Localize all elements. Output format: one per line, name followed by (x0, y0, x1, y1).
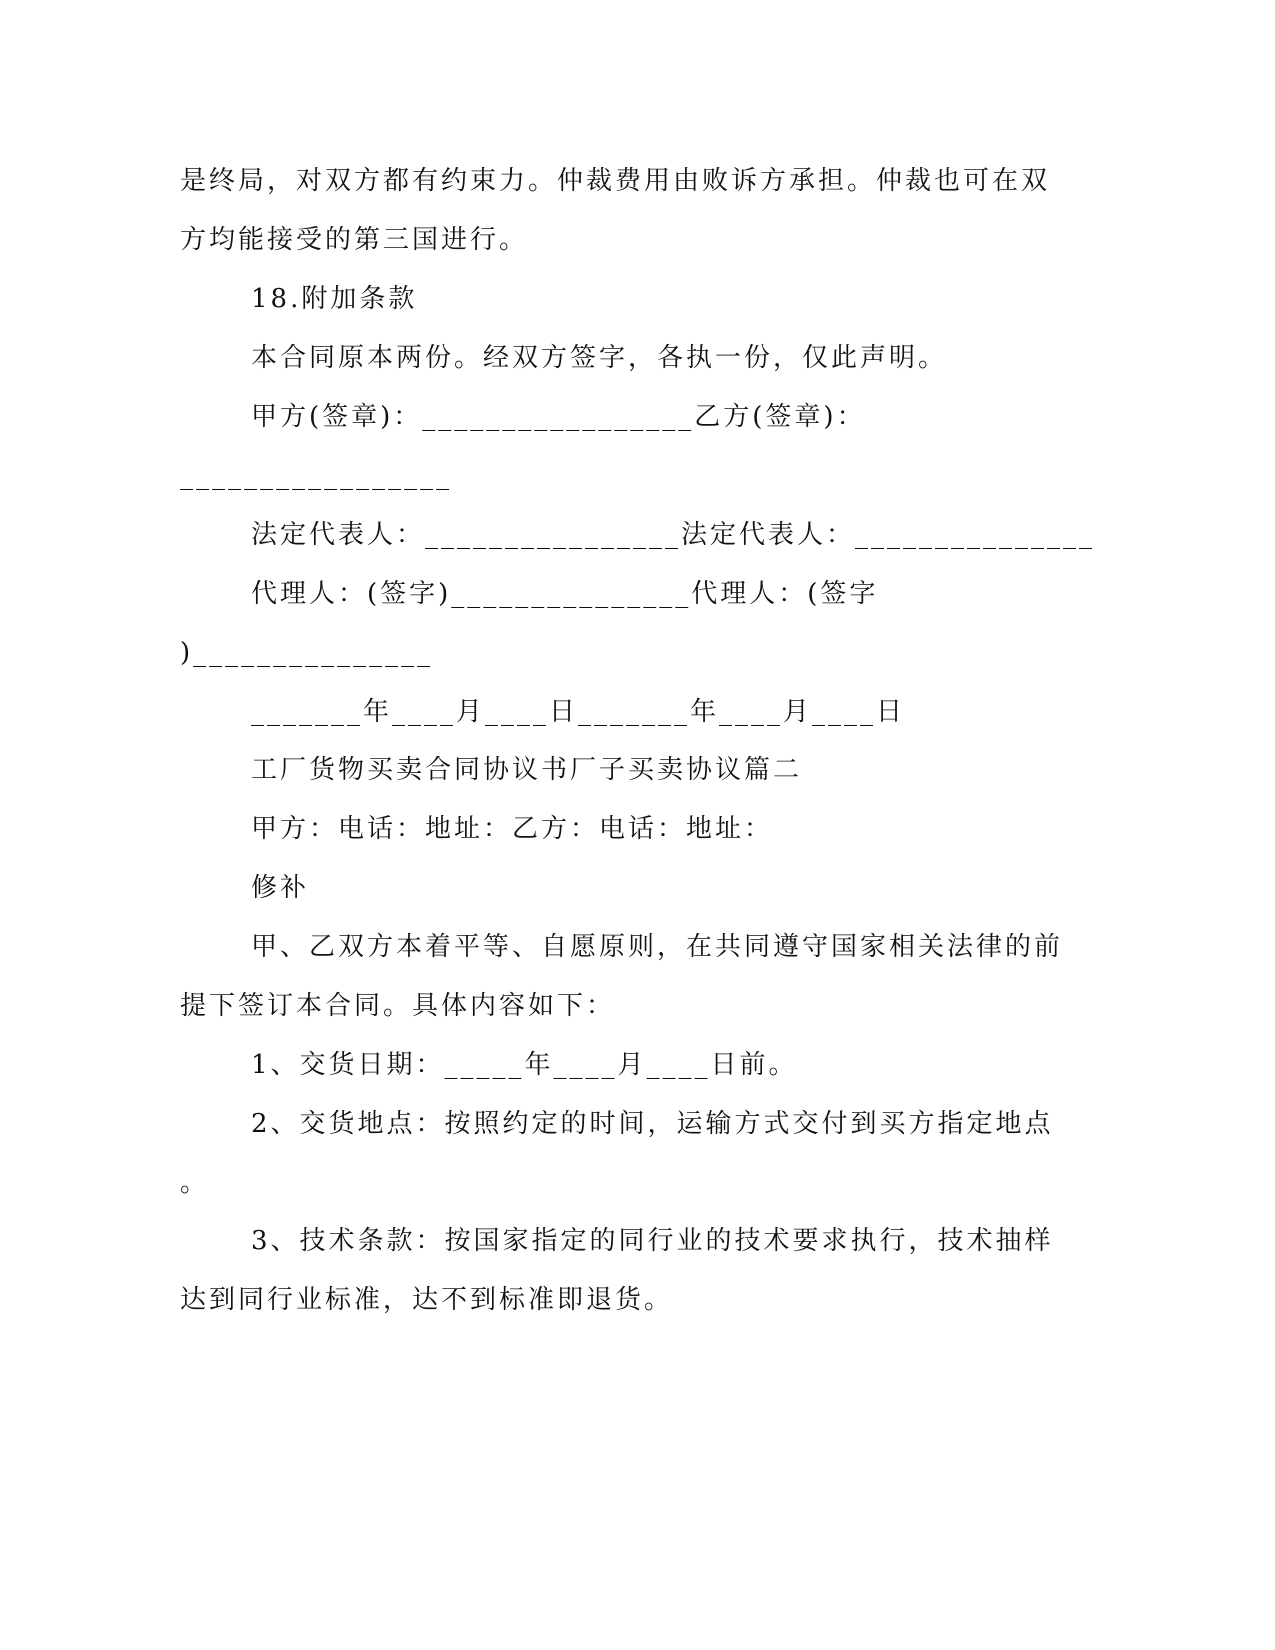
paragraph-line: 方均能接受的第三国进行。 (180, 225, 529, 255)
paragraph-line: 提下签订本合同。具体内容如下： (180, 991, 616, 1021)
signature-line: 法定代表人：________________法定代表人：_______________ (251, 520, 1096, 550)
signature-line: 甲方(签章)：_________________乙方(签章)： (251, 402, 866, 432)
signature-line: 代理人：(签字)_______________代理人：(签字 (251, 579, 879, 609)
clause-line: 1、交货日期：_____年____月____日前。 (251, 1050, 798, 1080)
paragraph-line: 甲、乙双方本着平等、自愿原则，在共同遵守国家相关法律的前 (251, 932, 1064, 962)
paragraph-line: 本合同原本两份。经双方签字，各执一份，仅此声明。 (251, 343, 948, 373)
section-heading: 18.附加条款 (251, 284, 418, 314)
signature-line: )_______________ (180, 638, 434, 668)
date-line: _______年____月____日_______年____月____日 (251, 697, 906, 727)
clause-line: 。 (180, 1168, 210, 1198)
contract-title: 工厂货物买卖合同协议书厂子买卖协议篇二 (251, 755, 803, 785)
clause-line: 2、交货地点：按照约定的时间，运输方式交付到买方指定地点 (251, 1109, 1054, 1139)
paragraph-line: 修补 (251, 873, 310, 903)
clause-line: 达到同行业标准，达不到标准即退货。 (180, 1285, 674, 1315)
clause-line: 3、技术条款：按国家指定的同行业的技术要求执行，技术抽样 (251, 1226, 1054, 1256)
signature-line: _________________ (180, 461, 452, 491)
party-info-line: 甲方：电话：地址：乙方：电话：地址： (251, 814, 774, 844)
paragraph-line: 是终局，对双方都有约束力。仲裁费用由败诉方承担。仲裁也可在双 (180, 166, 1051, 196)
